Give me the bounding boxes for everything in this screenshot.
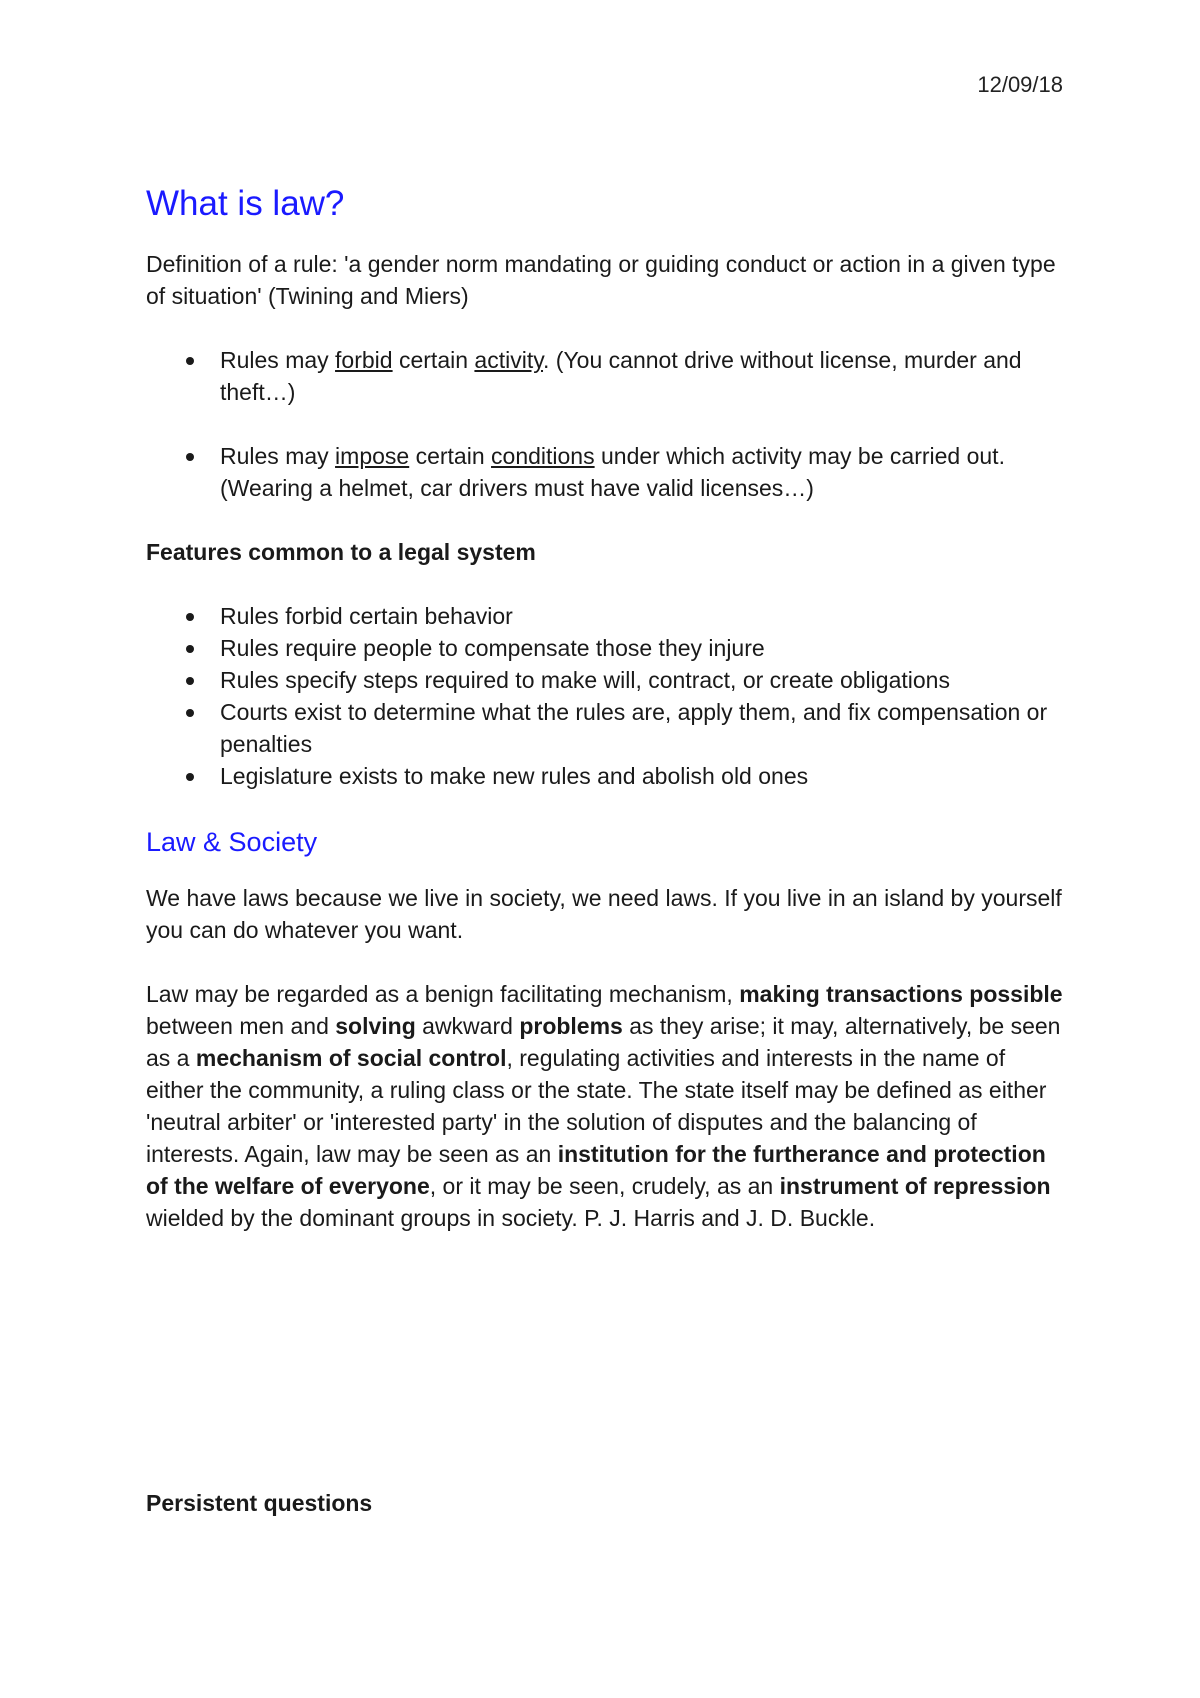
rule-underlined-term: forbid bbox=[335, 347, 393, 373]
list-item bbox=[146, 440, 1066, 504]
list-item: Courts exist to determine what the rules are, apply them, and fix compensation or penalties bbox=[146, 696, 1066, 760]
list-item: Rules require people to compensate those they injure bbox=[146, 632, 1066, 664]
rule-underlined-term: activity bbox=[474, 347, 544, 373]
quote-bold-phrase: making transactions possible bbox=[739, 981, 1063, 1007]
list-item: Legislature exists to make new rules and abolish old ones bbox=[146, 760, 1066, 792]
page-title: What is law? bbox=[146, 184, 345, 223]
quote-bold-phrase: mechanism of social control bbox=[195, 1045, 507, 1071]
list-item: Rules forbid certain behavior bbox=[146, 600, 1066, 632]
quote-text: as they arise; it may, alternatively, be seen as a bbox=[146, 1013, 1061, 1071]
rule-text: certain bbox=[392, 347, 475, 373]
law-quote-paragraph bbox=[146, 978, 1066, 1234]
law-society-heading: Law & Society bbox=[146, 827, 318, 857]
quote-text: , regulating activities and interests in the name of either the community, a ruling class or the state. The state itself may be defined as either 'neutral arbiter' or 'interested party' in the solution of disputes and the balancing of interests. Again, law may be seen as an bbox=[146, 1045, 1047, 1167]
rule-underlined-term: impose bbox=[335, 443, 410, 469]
document-date: 12/09/18 bbox=[977, 72, 1063, 97]
rule-underlined-term: conditions bbox=[491, 443, 595, 469]
quote-bold-phrase: problems bbox=[519, 1013, 623, 1039]
rule-text: . (You cannot drive without license, murder and theft…) bbox=[220, 347, 1022, 405]
rule-text: Rules may bbox=[220, 347, 336, 373]
quote-bold-phrase: solving bbox=[335, 1013, 416, 1039]
quote-text: , or it may be seen, crudely, as an bbox=[429, 1173, 780, 1199]
features-heading: Features common to a legal system bbox=[146, 539, 536, 565]
rule-text: Rules may bbox=[220, 443, 336, 469]
quote-bold-phrase: instrument of repression bbox=[779, 1173, 1051, 1199]
quote-text: awkward bbox=[415, 1013, 520, 1039]
rule-definition: Definition of a rule: 'a gender norm mandating or guiding conduct or action in a given type of situation' (Twining and Miers) bbox=[146, 251, 1056, 309]
quote-bold-phrase: institution for the furtherance and protection of the welfare of everyone bbox=[146, 1141, 1046, 1199]
law-society-intro: We have laws because we live in society, we need laws. If you live in an island by yourself you can do whatever you want. bbox=[146, 885, 1062, 943]
quote-text: between men and bbox=[146, 1013, 336, 1039]
list-item: Rules specify steps required to make will, contract, or create obligations bbox=[146, 664, 1066, 696]
features-list bbox=[146, 600, 1066, 792]
quote-text: Law may be regarded as a benign facilitating mechanism, bbox=[146, 981, 740, 1007]
rules-list bbox=[146, 344, 1066, 504]
persistent-questions-heading: Persistent questions bbox=[146, 1490, 373, 1516]
document-body bbox=[146, 180, 1066, 1266]
rule-text: certain bbox=[409, 443, 492, 469]
quote-text: wielded by the dominant groups in society. P. J. Harris and J. D. Buckle. bbox=[146, 1205, 876, 1231]
rule-text: under which activity may be carried out. (Wearing a helmet, car drivers must have valid licenses…) bbox=[220, 443, 1005, 501]
list-item bbox=[146, 344, 1066, 408]
